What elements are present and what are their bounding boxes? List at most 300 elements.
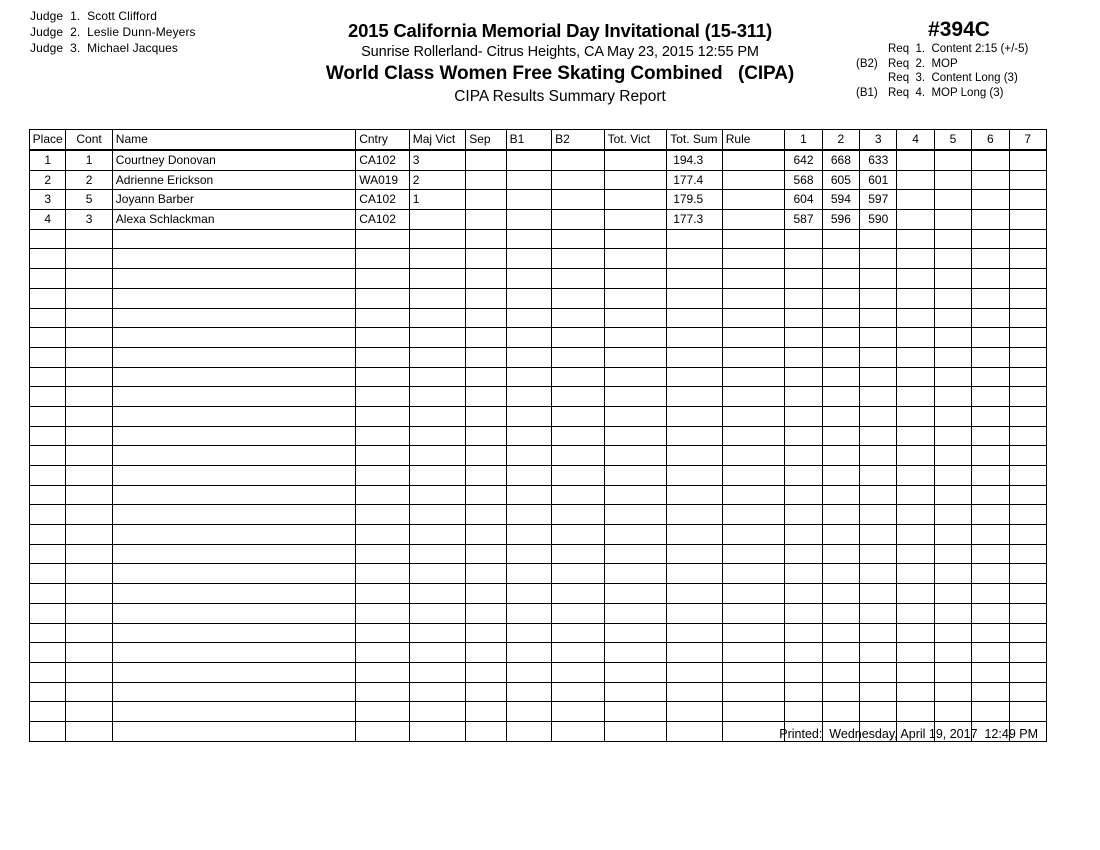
cell-name <box>112 347 355 367</box>
cell-j4 <box>897 229 934 249</box>
column-header-rule: Rule <box>722 130 785 151</box>
cell-j4 <box>897 662 934 682</box>
cell-j6 <box>972 406 1009 426</box>
cell-b1 <box>506 682 551 702</box>
cell-tot_vict <box>604 288 667 308</box>
cell-j4 <box>897 702 934 722</box>
cell-maj_vict <box>409 584 466 604</box>
cell-rule <box>722 406 785 426</box>
cell-name <box>112 544 355 564</box>
cell-j2 <box>822 564 859 584</box>
cell-tot_sum <box>667 328 723 348</box>
requirement-text: Req 4. MOP Long (3) <box>888 86 1004 99</box>
cell-j2: 605 <box>822 170 859 190</box>
cell-j5 <box>934 347 971 367</box>
cell-cont <box>66 603 112 623</box>
cell-cntry: WA019 <box>356 170 410 190</box>
cell-b1 <box>506 308 551 328</box>
cell-name <box>112 328 355 348</box>
cell-sep <box>466 603 506 623</box>
cell-cntry <box>356 308 410 328</box>
cell-tot_sum <box>667 308 723 328</box>
cell-tot_sum <box>667 643 723 663</box>
cell-name: Alexa Schlackman <box>112 210 355 230</box>
cell-place <box>30 387 66 407</box>
cell-place <box>30 702 66 722</box>
cell-j1 <box>785 643 822 663</box>
cell-j2 <box>822 426 859 446</box>
cell-j7 <box>1009 367 1047 387</box>
cell-j2 <box>822 249 859 269</box>
cell-j4 <box>897 406 934 426</box>
cell-b2 <box>552 682 605 702</box>
cell-j1 <box>785 387 822 407</box>
column-header-tot_vict: Tot. Vict <box>604 130 667 151</box>
cell-maj_vict <box>409 643 466 663</box>
cell-j7 <box>1009 682 1047 702</box>
cell-b2 <box>552 564 605 584</box>
cell-j5 <box>934 682 971 702</box>
table-row <box>30 170 1047 190</box>
cell-maj_vict <box>409 210 466 230</box>
cell-cntry <box>356 623 410 643</box>
cell-b1 <box>506 505 551 525</box>
cell-j5 <box>934 308 971 328</box>
cell-rule <box>722 367 785 387</box>
cell-tot_sum <box>667 505 723 525</box>
table-header-row <box>30 130 1047 151</box>
cell-sep <box>466 190 506 210</box>
cell-j7 <box>1009 347 1047 367</box>
column-header-cntry: Cntry <box>356 130 410 151</box>
cell-cntry <box>356 387 410 407</box>
cell-j1 <box>785 603 822 623</box>
cell-cntry <box>356 367 410 387</box>
cell-rule <box>722 190 785 210</box>
cell-j6 <box>972 505 1009 525</box>
cell-cont <box>66 328 112 348</box>
cell-j1 <box>785 269 822 289</box>
cell-j3 <box>860 249 897 269</box>
table-row <box>30 190 1047 210</box>
cell-name <box>112 702 355 722</box>
cell-name <box>112 269 355 289</box>
cell-place <box>30 525 66 545</box>
cell-j2 <box>822 466 859 486</box>
cell-j7 <box>1009 505 1047 525</box>
cell-j5 <box>934 426 971 446</box>
cell-maj_vict: 2 <box>409 170 466 190</box>
cell-place <box>30 603 66 623</box>
cell-b2 <box>552 584 605 604</box>
cell-tot_vict <box>604 269 667 289</box>
column-header-b1: B1 <box>506 130 551 151</box>
cell-j5 <box>934 584 971 604</box>
cell-tot_sum: 179.5 <box>667 190 723 210</box>
cell-j3 <box>860 643 897 663</box>
cell-maj_vict <box>409 406 466 426</box>
table-row <box>30 426 1047 446</box>
cell-j2 <box>822 525 859 545</box>
cell-name <box>112 308 355 328</box>
cell-j3 <box>860 269 897 289</box>
cell-maj_vict <box>409 387 466 407</box>
cell-j3 <box>860 662 897 682</box>
cell-tot_vict <box>604 328 667 348</box>
cell-cntry <box>356 485 410 505</box>
cell-tot_sum: 177.4 <box>667 170 723 190</box>
cell-j7 <box>1009 702 1047 722</box>
requirements-list <box>856 42 1092 100</box>
cell-j5 <box>934 603 971 623</box>
cell-cntry <box>356 584 410 604</box>
requirement-prefix <box>856 42 888 57</box>
cell-rule <box>722 170 785 190</box>
cell-j7 <box>1009 466 1047 486</box>
cell-j1 <box>785 446 822 466</box>
cell-name <box>112 485 355 505</box>
cell-j1 <box>785 525 822 545</box>
judge-line-2: Judge 2. Leslie Dunn-Meyers <box>30 25 196 39</box>
cell-maj_vict <box>409 505 466 525</box>
cell-name <box>112 662 355 682</box>
cell-tot_vict <box>604 347 667 367</box>
cell-b1 <box>506 623 551 643</box>
cell-maj_vict <box>409 564 466 584</box>
table-row <box>30 485 1047 505</box>
cell-cont <box>66 347 112 367</box>
printed-timestamp: Printed: Wednesday, April 19, 2017 12:49 PM <box>779 727 1038 741</box>
cell-j3 <box>860 544 897 564</box>
column-header-j3: 3 <box>860 130 897 151</box>
judge-line-3: Judge 3. Michael Jacques <box>30 41 179 55</box>
cell-j2 <box>822 682 859 702</box>
cell-j6 <box>972 544 1009 564</box>
cell-b2 <box>552 544 605 564</box>
cell-j3 <box>860 288 897 308</box>
cell-cont <box>66 564 112 584</box>
cell-tot_sum <box>667 387 723 407</box>
judges-panel <box>30 8 196 56</box>
cell-maj_vict <box>409 662 466 682</box>
cell-j3 <box>860 387 897 407</box>
cell-cont <box>66 406 112 426</box>
cell-sep <box>466 525 506 545</box>
cell-j6 <box>972 308 1009 328</box>
cell-tot_sum: 177.3 <box>667 210 723 230</box>
cell-maj_vict <box>409 485 466 505</box>
cell-b1 <box>506 387 551 407</box>
cell-j7 <box>1009 229 1047 249</box>
cell-name <box>112 229 355 249</box>
cell-b2 <box>552 466 605 486</box>
cell-j5 <box>934 288 971 308</box>
cell-cont <box>66 466 112 486</box>
cell-j4 <box>897 190 934 210</box>
cell-j5 <box>934 170 971 190</box>
cell-cont <box>66 367 112 387</box>
table-row <box>30 210 1047 230</box>
cell-b1 <box>506 702 551 722</box>
cell-name <box>112 288 355 308</box>
requirement-prefix <box>856 71 888 86</box>
column-header-tot_sum: Tot. Sum <box>667 130 723 151</box>
cell-tot_vict <box>604 249 667 269</box>
cell-j5 <box>934 564 971 584</box>
cell-maj_vict <box>409 288 466 308</box>
cell-j1 <box>785 505 822 525</box>
cell-place: 1 <box>30 150 66 170</box>
cell-j5 <box>934 485 971 505</box>
cell-rule <box>722 643 785 663</box>
cell-j7 <box>1009 249 1047 269</box>
cell-j2 <box>822 347 859 367</box>
cell-place <box>30 229 66 249</box>
cell-b1 <box>506 662 551 682</box>
cell-name <box>112 603 355 623</box>
cell-tot_vict <box>604 150 667 170</box>
cell-b2 <box>552 328 605 348</box>
cell-tot_sum <box>667 288 723 308</box>
cell-b2 <box>552 308 605 328</box>
cell-b1 <box>506 249 551 269</box>
cell-rule <box>722 525 785 545</box>
cell-place <box>30 466 66 486</box>
cell-j4 <box>897 623 934 643</box>
cell-rule <box>722 308 785 328</box>
cell-sep <box>466 544 506 564</box>
cell-j2 <box>822 446 859 466</box>
cell-place: 2 <box>30 170 66 190</box>
cell-cntry <box>356 702 410 722</box>
cell-b1 <box>506 269 551 289</box>
cell-name <box>112 387 355 407</box>
cell-cont <box>66 269 112 289</box>
cell-name <box>112 505 355 525</box>
results-table-head <box>30 130 1047 151</box>
cell-tot_vict <box>604 426 667 446</box>
cell-j1: 604 <box>785 190 822 210</box>
cell-sep <box>466 682 506 702</box>
cell-tot_sum <box>667 662 723 682</box>
cell-j2 <box>822 387 859 407</box>
cell-cont <box>66 662 112 682</box>
cell-maj_vict <box>409 525 466 545</box>
cell-j3 <box>860 466 897 486</box>
table-row <box>30 387 1047 407</box>
cell-j1: 568 <box>785 170 822 190</box>
cell-j1 <box>785 466 822 486</box>
table-row <box>30 446 1047 466</box>
cell-j1: 587 <box>785 210 822 230</box>
cell-rule <box>722 466 785 486</box>
cell-j6 <box>972 367 1009 387</box>
cell-j4 <box>897 584 934 604</box>
table-row <box>30 150 1047 170</box>
cell-b1 <box>506 485 551 505</box>
cell-sep <box>466 662 506 682</box>
cell-tot_vict <box>604 584 667 604</box>
cell-j6 <box>972 426 1009 446</box>
cell-sep <box>466 446 506 466</box>
cell-place <box>30 544 66 564</box>
cell-j7 <box>1009 603 1047 623</box>
cell-j3 <box>860 308 897 328</box>
column-header-j1: 1 <box>785 130 822 151</box>
cell-place <box>30 328 66 348</box>
report-header <box>250 20 870 108</box>
cell-cntry <box>356 328 410 348</box>
cell-j2: 596 <box>822 210 859 230</box>
cell-sep <box>466 328 506 348</box>
cell-j6 <box>972 584 1009 604</box>
cell-j5 <box>934 249 971 269</box>
cell-j2 <box>822 288 859 308</box>
cell-rule <box>722 210 785 230</box>
cell-tot_sum <box>667 426 723 446</box>
cell-sep <box>466 288 506 308</box>
requirement-text: Req 3. Content Long (3) <box>888 72 1018 84</box>
cell-j1 <box>785 584 822 604</box>
table-row <box>30 662 1047 682</box>
cell-sep <box>466 249 506 269</box>
cell-tot_vict <box>604 623 667 643</box>
cell-j1 <box>785 564 822 584</box>
cell-j6 <box>972 446 1009 466</box>
cell-tot_sum <box>667 466 723 486</box>
table-row <box>30 288 1047 308</box>
cell-cntry <box>356 446 410 466</box>
cell-cntry <box>356 347 410 367</box>
cell-j5 <box>934 702 971 722</box>
cell-b2 <box>552 485 605 505</box>
cell-j3 <box>860 682 897 702</box>
cell-b2 <box>552 210 605 230</box>
cell-cont <box>66 229 112 249</box>
cell-sep <box>466 210 506 230</box>
cell-b1 <box>506 347 551 367</box>
venue-line: Sunrise Rollerland- Citrus Heights, CA May 23, 2015 12:55 PM <box>361 44 759 60</box>
cell-cont: 3 <box>66 210 112 230</box>
cell-place <box>30 446 66 466</box>
cell-place <box>30 308 66 328</box>
cell-j7 <box>1009 387 1047 407</box>
cell-name: Courtney Donovan <box>112 150 355 170</box>
cell-sep <box>466 269 506 289</box>
cell-j6 <box>972 643 1009 663</box>
cell-j5 <box>934 505 971 525</box>
cell-place <box>30 485 66 505</box>
cell-j7 <box>1009 544 1047 564</box>
cell-cont <box>66 288 112 308</box>
cell-j2 <box>822 643 859 663</box>
cell-cntry <box>356 682 410 702</box>
column-header-j6: 6 <box>972 130 1009 151</box>
cell-tot_vict <box>604 505 667 525</box>
cell-maj_vict <box>409 269 466 289</box>
cell-sep <box>466 308 506 328</box>
cell-b1 <box>506 564 551 584</box>
cell-tot_sum <box>667 525 723 545</box>
cell-rule <box>722 505 785 525</box>
cell-j3 <box>860 347 897 367</box>
cell-j6 <box>972 662 1009 682</box>
cell-cont <box>66 643 112 663</box>
cell-name <box>112 249 355 269</box>
cell-tot_vict <box>604 367 667 387</box>
cell-j1 <box>785 662 822 682</box>
cell-j1: 642 <box>785 150 822 170</box>
cell-j6 <box>972 288 1009 308</box>
cell-j5 <box>934 328 971 348</box>
cell-b1 <box>506 406 551 426</box>
cell-tot_vict <box>604 525 667 545</box>
cell-j1 <box>785 367 822 387</box>
cell-b2 <box>552 367 605 387</box>
cell-rule <box>722 269 785 289</box>
cell-j6 <box>972 564 1009 584</box>
cell-j7 <box>1009 190 1047 210</box>
cell-j4 <box>897 505 934 525</box>
cell-b1 <box>506 525 551 545</box>
table-row <box>30 584 1047 604</box>
event-title: 2015 California Memorial Day Invitational (15-311) <box>348 20 772 41</box>
cell-j5 <box>934 190 971 210</box>
cell-j4 <box>897 249 934 269</box>
cell-j2 <box>822 229 859 249</box>
cell-name <box>112 367 355 387</box>
cell-j1 <box>785 328 822 348</box>
cell-j3 <box>860 584 897 604</box>
cell-sep <box>466 406 506 426</box>
requirement-row <box>856 86 1092 101</box>
cell-name <box>112 643 355 663</box>
cell-rule <box>722 662 785 682</box>
cell-j2 <box>822 603 859 623</box>
cell-place <box>30 249 66 269</box>
cell-j7 <box>1009 584 1047 604</box>
cell-name: Adrienne Erickson <box>112 170 355 190</box>
table-row <box>30 308 1047 328</box>
cell-maj_vict <box>409 446 466 466</box>
cell-j4 <box>897 426 934 446</box>
requirement-text: Req 1. Content 2:15 (+/-5) <box>888 43 1029 55</box>
cell-j7 <box>1009 564 1047 584</box>
cell-j2: 594 <box>822 190 859 210</box>
table-row <box>30 466 1047 486</box>
cell-j1 <box>785 623 822 643</box>
cell-j6 <box>972 387 1009 407</box>
cell-j3: 633 <box>860 150 897 170</box>
cell-j1 <box>785 288 822 308</box>
cell-place <box>30 406 66 426</box>
requirement-prefix: (B2) <box>856 57 878 70</box>
cell-j2 <box>822 269 859 289</box>
cell-j4 <box>897 269 934 289</box>
cell-place <box>30 426 66 446</box>
cell-j2 <box>822 308 859 328</box>
cell-j6 <box>972 210 1009 230</box>
column-header-place: Place <box>30 130 66 151</box>
cell-j3 <box>860 603 897 623</box>
cell-tot_vict <box>604 190 667 210</box>
cell-b1 <box>506 584 551 604</box>
cell-j5 <box>934 269 971 289</box>
cell-j3 <box>860 485 897 505</box>
cell-j5 <box>934 367 971 387</box>
cell-j1 <box>785 229 822 249</box>
cell-rule <box>722 702 785 722</box>
